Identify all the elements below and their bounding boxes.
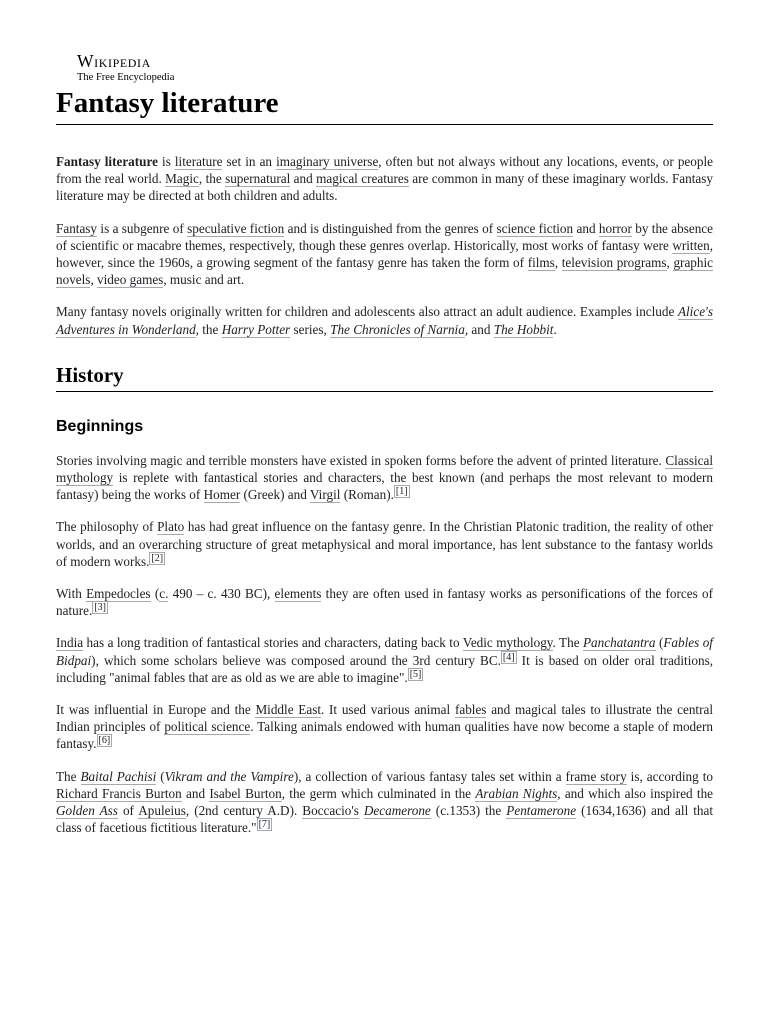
text: Many fantasy novels originally written for children and adolescents also attract an adult audience. Examples include [56, 304, 678, 320]
reference-label: [2] [151, 552, 164, 564]
text: and is distinguished from the genres of [284, 220, 497, 236]
text: series, [290, 321, 331, 337]
link-apuleius[interactable]: Apuleius [138, 803, 186, 819]
link-panchatantra[interactable] [583, 635, 656, 651]
history-paragraph-4 [56, 634, 713, 686]
text: , (2nd century A.D). [185, 803, 303, 819]
text: ), which some scholars believe was composed around the 3rd century BC. [91, 652, 501, 668]
link-homer[interactable]: Homer [203, 487, 241, 503]
text: . It used various animal [321, 702, 455, 718]
text: , and [464, 321, 494, 337]
link-graphic-novels[interactable]: graphic novels [56, 255, 713, 288]
link-fables[interactable]: fables [454, 702, 487, 718]
history-paragraph-5 [56, 701, 713, 753]
link-elements[interactable]: elements [274, 586, 322, 602]
text: has a long tradition of fantastical stories and characters, dating back to [83, 635, 463, 651]
reference-4[interactable] [501, 651, 517, 664]
text: With [56, 586, 87, 602]
text: and [573, 220, 599, 236]
reference-5[interactable] [408, 668, 424, 681]
text: , the germ which culminated in the [281, 785, 476, 801]
italic-title: Decamerone [363, 803, 431, 819]
link-arabian-nights[interactable] [475, 786, 557, 802]
text: are common in many of these imaginary worlds. Fantasy literature may be directed at both children and adults. [56, 171, 713, 204]
italic-title: Fables of Bidpai [56, 635, 713, 668]
text: and [181, 785, 210, 801]
subsection-heading-beginnings: Beginnings [56, 417, 144, 435]
link-written[interactable]: written [672, 237, 710, 253]
reference-label: [5] [409, 668, 422, 680]
text: is a subgenre of [97, 220, 188, 236]
link-india[interactable]: India [56, 635, 84, 651]
text: , the [198, 171, 226, 187]
link-the-hobbit[interactable] [493, 321, 557, 338]
text: ), a collection of various fantasy tales set within a [293, 768, 566, 784]
section-heading-history: History [56, 362, 713, 392]
reference-7[interactable] [257, 818, 273, 831]
text: ( [156, 768, 165, 784]
reference-label: [4] [502, 651, 515, 663]
italic-title: The Hobbit [493, 321, 554, 337]
text: The philosophy of [56, 519, 158, 535]
link-isabel-burton[interactable]: Isabel Burton [209, 785, 282, 801]
text: (Greek) and [240, 487, 310, 503]
bold-term: Fantasy literature [56, 154, 158, 169]
link-plato[interactable]: Plato [157, 519, 185, 535]
text: It was influential in Europe and the [56, 702, 256, 718]
link-fantasy[interactable]: Fantasy [56, 220, 98, 236]
text: they are often used in fantasy works as personifications of the forces of nature. [56, 586, 713, 619]
text: . [553, 321, 557, 337]
reference-label: [3] [94, 602, 106, 614]
text: (1634,1636) and all that class of facetious fictitious literature." [56, 803, 714, 836]
link-middle-east[interactable]: Middle East [255, 702, 321, 718]
italic-title: Vikram and the Vampire [164, 768, 294, 784]
italic-title: Panchatantra [583, 635, 656, 651]
intro-paragraph-2 [56, 220, 713, 289]
text: is, according to [626, 768, 713, 784]
reference-label: [6] [98, 735, 111, 747]
wikipedia-wordmark: Wikipedia [77, 51, 151, 71]
italic-title: Pentamerone [506, 803, 577, 819]
link-magical-creatures[interactable]: magical creatures [316, 171, 409, 187]
text: is [157, 154, 175, 169]
link-decamerone[interactable] [364, 803, 431, 819]
link-television-programs[interactable]: television programs [561, 255, 667, 271]
text: is replete with fantastical stories and characters, the best known (and perhaps the most relevant to modern fantasy) being the works of [56, 470, 713, 503]
italic-title: Harry Potter [221, 321, 291, 337]
text: , [554, 255, 562, 271]
history-paragraph-6 [56, 768, 713, 837]
history-paragraph-3 [56, 585, 713, 619]
link-magic[interactable]: Magic [165, 171, 199, 187]
link-science-fiction[interactable]: science fiction [496, 220, 574, 236]
link-vedic-mythology[interactable]: Vedic mythology [462, 635, 553, 651]
reference-6[interactable] [97, 734, 113, 747]
reference-3[interactable] [92, 601, 108, 614]
text: , [666, 255, 674, 271]
italic-title: The Chronicles of Narnia [330, 321, 465, 337]
link-pentamerone[interactable] [506, 803, 576, 819]
text: , often but not always without any locations, events, or people from the real world. [56, 154, 713, 187]
link-horror[interactable]: horror [598, 220, 632, 236]
text: , however, since the 1960s, a growing segment of the fantasy genre has taken the form of [56, 237, 713, 271]
link-chronicles-of-narnia[interactable] [330, 322, 465, 338]
text: , and which also inspired the [557, 785, 714, 801]
text: . Talking animals endowed with human qualities have now become a staple of modern fantasy. [56, 719, 713, 752]
link-imaginary-universe[interactable]: imaginary universe [276, 154, 379, 169]
text: ( [655, 635, 664, 651]
text: , music and art. [163, 272, 245, 288]
text: and magical tales to illustrate the central Indian principles of [56, 702, 713, 735]
text: . The [552, 635, 583, 651]
text: 490 – c. 430 BC), [168, 586, 275, 602]
text: , the [195, 321, 222, 337]
italic-title: Alice's Adventures in Wonderland [56, 304, 713, 337]
text: (c.1353) the [430, 803, 507, 819]
text: set in an [222, 154, 277, 169]
reference-label: [7] [258, 819, 271, 831]
text: Stories involving magic and terrible monsters have existed in spoken forms before the advent of printed literature. [56, 452, 666, 468]
text: , [90, 272, 98, 288]
text: It is based on older oral traditions, including "animal fables that are as old as we are able to imagine". [56, 652, 713, 685]
link-golden-ass[interactable] [56, 803, 118, 819]
intro-paragraph-1 [56, 153, 713, 205]
link-empedocles[interactable]: Empedocles [86, 586, 151, 602]
text: by the absence of scientific or macabre themes, respectively, though these genres overlap. Historically, most works of fantasy were [56, 220, 714, 253]
italic-title: Arabian Nights [475, 785, 558, 801]
link-boccacio[interactable]: Boccacio's [302, 803, 359, 819]
link-political-science[interactable]: political science [164, 719, 251, 735]
italic-title: Golden Ass [56, 803, 118, 819]
link-classical-mythology[interactable]: Classical mythology [56, 452, 713, 486]
intro-paragraph-3 [56, 303, 713, 337]
wikipedia-tagline: The Free Encyclopedia [77, 72, 175, 83]
link-frame-story[interactable]: frame story [565, 768, 627, 784]
text: ( [150, 586, 160, 602]
link-films[interactable]: films [527, 255, 555, 271]
text: (Roman). [340, 487, 394, 503]
link-literature[interactable]: literature [174, 154, 223, 169]
link-circa[interactable]: c. [159, 586, 169, 602]
page-title: Fantasy literature [56, 85, 713, 125]
link-speculative-fiction[interactable]: speculative fiction [187, 220, 285, 236]
text: has had great influence on the fantasy genre. In the Christian Platonic tradition, the reality of other worlds, and an overarching structure of great metaphysical and moral importance, has lent substance to the fantasy worlds of modern works. [56, 519, 713, 569]
history-paragraph-1 [56, 452, 713, 504]
link-virgil[interactable]: Virgil [309, 487, 341, 503]
text: of [117, 803, 139, 819]
wikipedia-logo[interactable] [77, 52, 174, 84]
history-paragraph-2 [56, 518, 713, 570]
link-richard-francis-burton[interactable]: Richard Francis Burton [56, 785, 182, 801]
text: and [290, 171, 317, 187]
reference-label: [1] [395, 486, 408, 498]
reference-2[interactable] [149, 552, 165, 565]
link-baital-pachisi[interactable] [81, 769, 157, 785]
reference-1[interactable] [394, 485, 410, 498]
link-supernatural[interactable]: supernatural [225, 171, 291, 187]
article-body [56, 153, 713, 851]
link-video-games[interactable]: video games [97, 272, 164, 288]
text: The [56, 768, 81, 784]
link-harry-potter[interactable] [222, 322, 291, 338]
italic-title: Baital Pachisi [80, 768, 157, 784]
